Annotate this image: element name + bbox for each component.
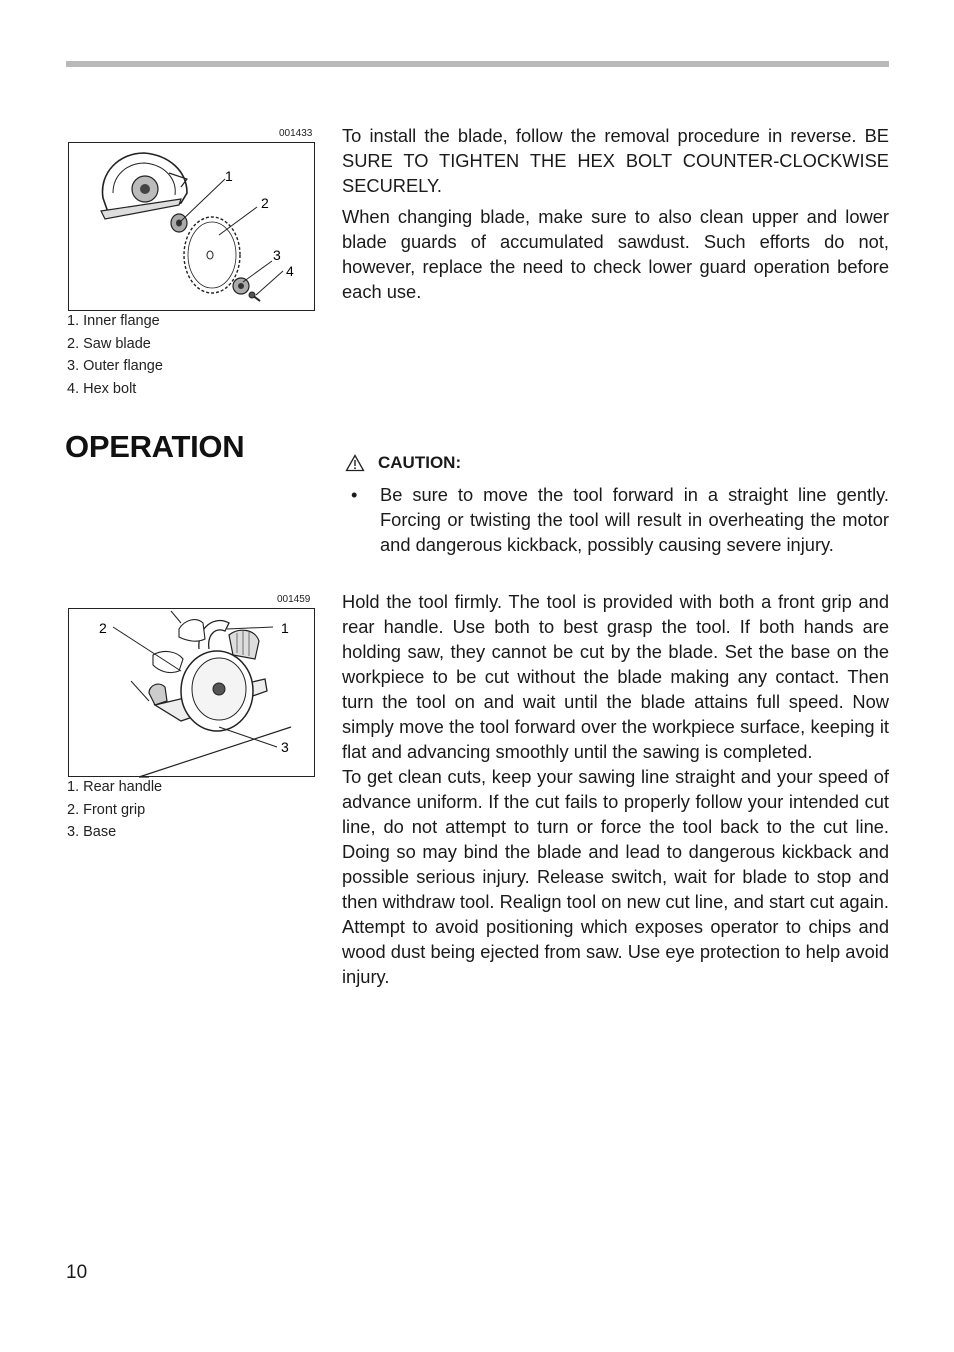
callout-front-grip: 2 bbox=[99, 620, 107, 636]
legend-item: 3. Outer flange bbox=[67, 358, 163, 375]
legend-item: 1. Inner flange bbox=[67, 313, 160, 329]
operation-paragraph: Hold the tool firmly. The tool is provided with both a front grip and rear handle. Use both to best grasp the tool. If both hands are holding saw, they cannot be cut by the blade. Set the base on the workpiece to be cut without the blade making any contact. Then turn the tool on and wait until the blade attains full speed. Now simply move the tool forward over the workpiece surface, keeping it flat and advancing smoothly until the sawing is completed. bbox=[342, 591, 889, 762]
figure-2-code: 001459 bbox=[277, 594, 311, 605]
caution-label: CAUTION: bbox=[378, 453, 462, 472]
operation-instructions bbox=[342, 589, 889, 989]
saw-blade-shape bbox=[184, 217, 240, 293]
figure-1-blade-assembly bbox=[68, 142, 315, 311]
install-paragraph: When changing blade, make sure to also clean upper and lower blade guards of accumulated sawdust. Such efforts do not, however, replace the need to check lower guard operation before each use. bbox=[342, 206, 889, 302]
section-title: OPERATION bbox=[65, 429, 245, 464]
callout-base: 3 bbox=[281, 739, 289, 755]
caution-text: Be sure to move the tool forward in a straight line gently. Forcing or twisting the tool will result in overheating the motor and dangerous kickback, possibly causing severe injury. bbox=[380, 484, 889, 555]
legend-item: 1. Rear handle bbox=[67, 779, 163, 795]
blade-assembly-illustration bbox=[69, 143, 316, 312]
callout-3: 3 bbox=[273, 247, 281, 263]
callout-1: 1 bbox=[225, 168, 233, 184]
page-number: 10 bbox=[66, 1262, 88, 1283]
install-instructions bbox=[342, 123, 889, 304]
warning-icon bbox=[345, 454, 365, 472]
bullet-dot: • bbox=[351, 484, 358, 505]
header-rule bbox=[66, 61, 889, 67]
figure-1-code: 001433 bbox=[279, 128, 313, 139]
callout-2: 2 bbox=[261, 195, 269, 211]
install-paragraph: To install the blade, follow the removal procedure in reverse. BE SURE TO TIGHTEN THE HEX BOLT COUNTER-CLOCKWISE SECURELY. bbox=[342, 125, 889, 196]
caution-heading bbox=[345, 453, 461, 473]
figure-2-legend bbox=[67, 776, 162, 844]
callout-rear-handle: 1 bbox=[281, 620, 289, 636]
legend-item: 3. Base bbox=[67, 824, 117, 841]
callout-4: 4 bbox=[286, 263, 294, 279]
figure-1-legend bbox=[67, 310, 163, 401]
figure-2-operation bbox=[68, 608, 315, 777]
legend-item: 4. Hex bolt bbox=[67, 381, 137, 398]
legend-item: 2. Front grip bbox=[67, 801, 146, 818]
operation-illustration bbox=[69, 609, 316, 778]
legend-item: 2. Saw blade bbox=[67, 335, 151, 352]
operation-paragraph: To get clean cuts, keep your sawing line straight and your speed of advance uniform. If the cut fails to properly follow your intended cut line, do not attempt to turn or force the tool back to the cut line. Doing so may bind the blade and lead to dangerous kickback and possible serious injury. Release switch, wait for blade to stop and then withdraw tool. Realign tool on new cut line, and start cut again. Attempt to avoid positioning which exposes operator to chips and wood dust being ejected from saw. Use eye protection to help avoid injury. bbox=[342, 766, 889, 987]
